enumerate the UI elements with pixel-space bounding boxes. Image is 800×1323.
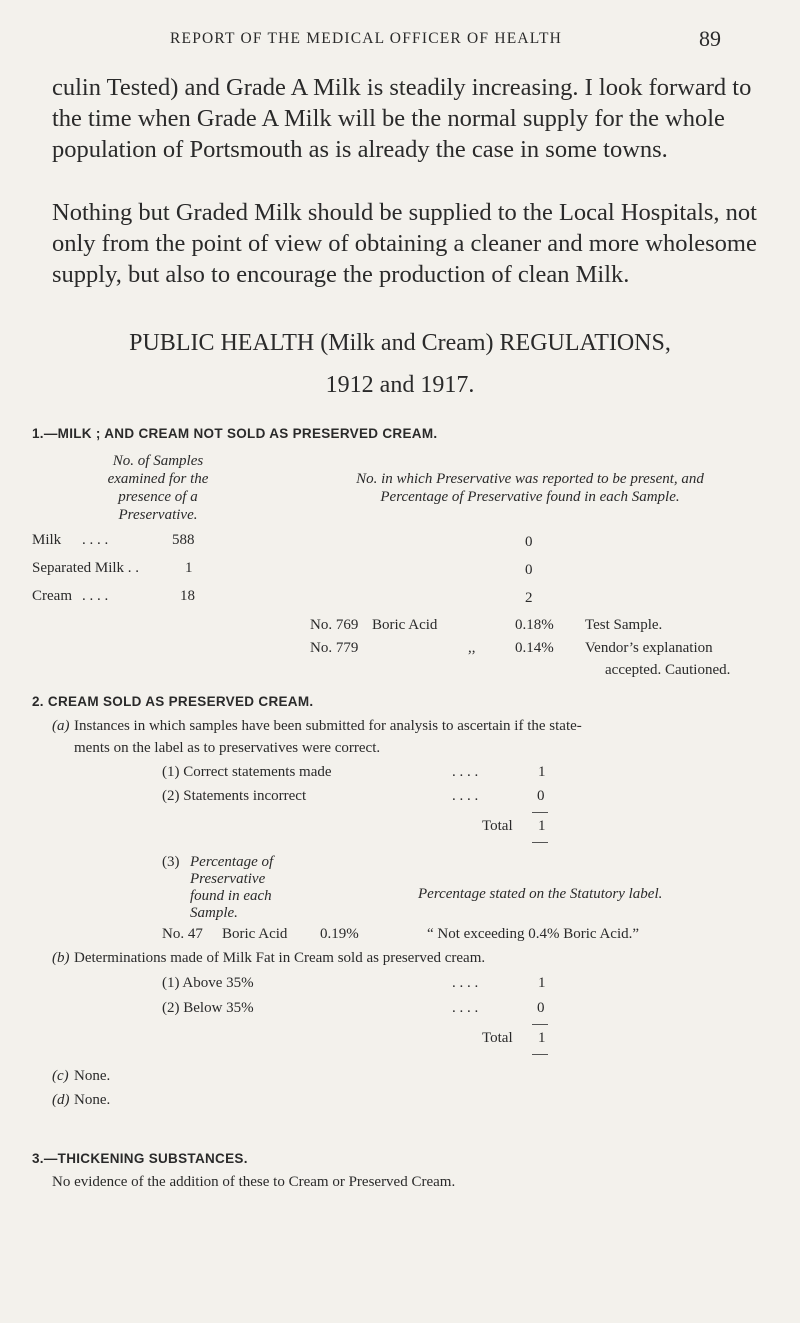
s2-a3-header: Percentage of Preservative found in each Sample. (190, 854, 274, 921)
s2-c-text: None. (74, 1068, 111, 1084)
s2-b-item-1-label: (1) Above 35% (162, 975, 254, 991)
section-3-text: No evidence of the addition of these to Cream or Preserved Cream. (52, 1174, 456, 1190)
s1-row-milk-dots: . . . . (82, 532, 109, 548)
s2-a-text-line2: ments on the label as to preservatives were correct. (74, 740, 381, 756)
s2-d-text: None. (74, 1092, 111, 1108)
s2-d-label: (d) (52, 1092, 70, 1108)
s1-detail-1-percent: 0.18% (515, 617, 554, 633)
s2-c-label: (c) (52, 1068, 69, 1084)
s2-b-total-label: Total (482, 1030, 513, 1046)
s2-b-total-value: 1 (538, 1030, 546, 1046)
s2-b-item-2-label: (2) Below 35% (162, 1000, 254, 1016)
s1-row-milk-present: 0 (525, 534, 533, 550)
s2-a3-number: (3) (162, 854, 180, 870)
s1-detail-2-note-cont: accepted. Cautioned. (605, 662, 731, 678)
s1-detail-2-preservative: ,, (468, 640, 476, 656)
page-number: 89 (699, 26, 721, 51)
s2-b-item-1-value: 1 (538, 975, 546, 991)
s1-detail-2-note: Vendor’s explanation (585, 640, 713, 656)
s1-row-cream-samples: 18 (180, 588, 195, 604)
s2-a-total-value: 1 (538, 818, 546, 834)
s2-a-item-1-value: 1 (538, 764, 546, 780)
s2-a-item-2-label: (2) Statements incorrect (162, 788, 307, 804)
s2-a3-row-no: No. 47 (162, 926, 203, 942)
s1-detail-1-no: No. 769 (310, 617, 359, 633)
section-3-heading: 3.—THICKENING SUBSTANCES. (32, 1151, 248, 1166)
s2-b-item-1-dots: . . . . (452, 975, 479, 991)
s1-row-cream-dots: . . . . (82, 588, 109, 604)
s1-row-separated-samples: 1 (185, 560, 193, 576)
s1-detail-2-no: No. 779 (310, 640, 359, 656)
s2-b-item-2-value: 0 (537, 1000, 545, 1016)
s2-a-text-line1: Instances in which samples have been submitted for analysis to ascertain if the state- (74, 718, 582, 734)
s1-col2-header: No. in which Preservative was reported to be present, and Percentage of Preservative found in each Sample. (356, 471, 704, 505)
s2-a-total-label: Total (482, 818, 513, 834)
section-1-heading: 1.—MILK ; AND CREAM NOT SOLD AS PRESERVED CREAM. (32, 426, 438, 441)
s2-a-item-1-label: (1) Correct statements made (162, 764, 332, 780)
section-2-heading: 2. CREAM SOLD AS PRESERVED CREAM. (32, 694, 314, 709)
s1-row-cream-label: Cream (32, 588, 72, 604)
s2-a3-row-percent: 0.19% (320, 926, 359, 942)
s2-b-total-rule-top (532, 1024, 548, 1025)
header-title: REPORT OF THE MEDICAL OFFICER OF HEALTH (170, 30, 563, 47)
s2-a-total-rule-bottom (532, 842, 548, 843)
s1-detail-2-percent: 0.14% (515, 640, 554, 656)
s2-a3-row-preservative: Boric Acid (222, 926, 288, 942)
s2-a-total-rule-top (532, 812, 548, 813)
s2-a-label: (a) (52, 718, 70, 734)
s2-a-item-2-dots: . . . . (452, 788, 479, 804)
s1-detail-1-note: Test Sample. (585, 617, 663, 633)
s1-row-milk-label: Milk (32, 532, 62, 548)
regulations-years: 1912 and 1917. (325, 372, 475, 398)
s2-b-total-rule-bottom (532, 1054, 548, 1055)
s1-row-separated-label: Separated Milk . . (32, 560, 140, 576)
s2-b-item-2-dots: . . . . (452, 1000, 479, 1016)
s2-a3-row-stated: “ Not exceeding 0.4% Boric Acid.” (427, 926, 640, 942)
intro-paragraph-1: culin Tested) and Grade A Milk is steadily increasing. I look forward to the time when Grade A Milk will be the normal supply for the whole population of Portsmouth as is already the case in some towns. (52, 74, 752, 163)
s1-row-separated-present: 0 (525, 562, 533, 578)
s1-row-milk-samples: 588 (172, 532, 195, 548)
s2-a-item-1-dots: . . . . (452, 764, 479, 780)
s1-col1-header: No. of Samples examined for the presence of a Preservative. (107, 453, 209, 523)
s2-a-item-2-value: 0 (537, 788, 545, 804)
regulations-title: PUBLIC HEALTH (Milk and Cream) REGULATIONS, (129, 330, 671, 356)
intro-paragraph-2: Nothing but Graded Milk should be supplied to the Local Hospitals, not only from the point of view of obtaining a cleaner and more wholesome supply, but also to encourage the production of clean Milk. (52, 199, 757, 288)
s1-detail-1-preservative: Boric Acid (372, 617, 438, 633)
s1-row-cream-present: 2 (525, 590, 533, 606)
s2-b-text: Determinations made of Milk Fat in Cream sold as preserved cream. (74, 950, 486, 966)
s2-b-label: (b) (52, 950, 70, 966)
s2-a3-col2-header: Percentage stated on the Statutory label. (418, 886, 663, 902)
